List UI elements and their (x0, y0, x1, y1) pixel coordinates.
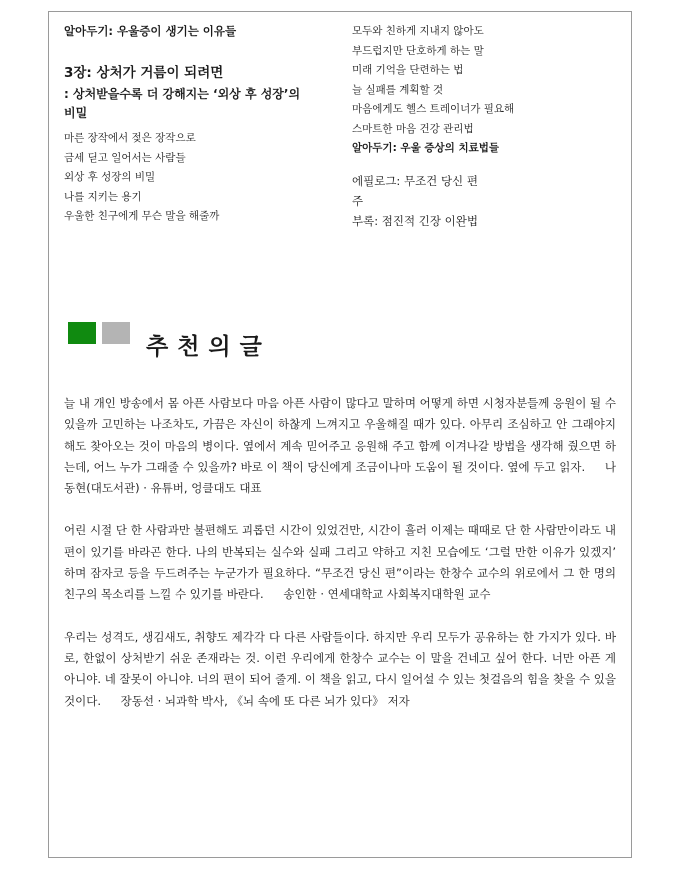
toc-item: 금세 딛고 일어서는 사람들 (64, 151, 186, 164)
toc-right-column (352, 22, 612, 231)
recommendation-title: 추천의글 (146, 334, 271, 360)
gray-square-decoration (102, 322, 130, 344)
toc-item: 마른 장작에서 젖은 장작으로 (64, 132, 196, 144)
toc-item: 마음에게도 헬스 트레이너가 필요해 (352, 103, 515, 115)
recommendation-paragraph (64, 520, 616, 605)
toc-item: 외상 후 성장의 비밀 (64, 171, 156, 183)
toc-left-column (64, 22, 344, 227)
recommendation-attribution: 송인한 · 연세대학교 사회복지대학원 교수 (283, 587, 491, 602)
toc-item: 스마트한 마음 건강 관리법 (352, 122, 474, 135)
recommendation-paragraph (64, 393, 616, 499)
toc-section-title: 알아두기: 우울증이 생기는 이유들 (64, 24, 237, 38)
recommendation-text: 우리는 성격도, 생김새도, 취향도 제각각 다 다른 사람들이다. 하지만 우리 모두가 공유하는 한 가지가 있다. 바로, 한없이 상처받기 쉬운 존재라는 것. 이런 우리에게 한창수 교수는 이 말을 건네고 싶어 한다. 너만 아픈 게 아니야. 네 잘못이 아니야. 너의 편이 되어 줄게. 이 책을 읽고, 다시 일어설 수 있는 첫걸음의 힘을 찾을 수 있을 것이다. (64, 629, 616, 708)
toc-item: 나를 지키는 용기 (64, 190, 142, 203)
recommendation-paragraph (64, 627, 616, 712)
toc-item: 우울한 친구에게 무슨 말을 해줄까 (64, 210, 220, 222)
toc-item: 부드럽지만 단호하게 하는 말 (352, 44, 484, 57)
chapter-subtitle (64, 85, 344, 123)
recommendation-text: 어린 시절 단 한 사람과만 불편해도 괴롭던 시간이 있었건만, 시간이 흘러 이제는 때때로 단 한 사람만이라도 내 편이 있기를 바라곤 한다. 나의 반복되는 실수와 실패 그리고 약하고 지친 모습에도 ‘그럴 만한 이유가 있겠지’ 하며 잠자코 등을 두드려주는 누군가가 필요하다. “무조건 당신 편”이라는 한창수 교수의 위로에서 그 한 명의 친구의 목소리를 느낄 수 있기를 바란다. (64, 523, 616, 602)
toc-section-title: 알아두기: 우울 증상의 치료법들 (352, 142, 500, 154)
epilogue-entry: 에필로그: 무조건 당신 편 (352, 173, 478, 188)
appendix-entry: 부록: 점진적 긴장 이완법 (352, 213, 478, 228)
recommendation-header (68, 322, 568, 362)
green-square-decoration (68, 322, 96, 344)
notes-entry: 주 (352, 193, 364, 208)
recommendation-attribution: 나동현(대도서관) · 유튜버, 엉클대도 대표 (64, 459, 616, 496)
chapter-heading: 3장: 상처가 거름이 되려면 (64, 65, 224, 81)
toc-item: 늘 실패를 계획할 것 (352, 83, 444, 96)
toc-item: 모두와 친하게 지내지 않아도 (352, 25, 484, 37)
recommendation-text: 늘 내 개인 방송에서 몸 아픈 사람보다 마음 아픈 사람이 많다고 말하며 어떻게 하면 시청자분들께 응원이 될 수 있을까 고민하는 나조차도, 가끔은 자신이 하찮게 느껴지고 우울해질 때가 있다. 아무리 조심하고 안 그래야지 해도 찾아오는 것이 마음의 병이다. 옆에서 계속 믿어주고 응원해 주고 함께 이겨나갈 방법을 생각해 줬으면 하는데, 어느 누가 그래줄 수 있을까? 바로 이 책이 당신에게 조금이나마 도움이 될 것이다. 옆에 두고 읽자. (64, 396, 616, 474)
recommendation-attribution: 장동선 · 뇌과학 박사, 《뇌 속에 또 다른 뇌가 있다》 저자 (120, 693, 410, 708)
chapter-subtitle-line: : 상처받을수록 더 강해지는 ‘외상 후 성장’의 (64, 87, 301, 101)
recommendation-body (64, 393, 616, 733)
chapter-subtitle-line: 비밀 (64, 106, 88, 120)
toc-item: 미래 기억을 단련하는 법 (352, 64, 464, 76)
